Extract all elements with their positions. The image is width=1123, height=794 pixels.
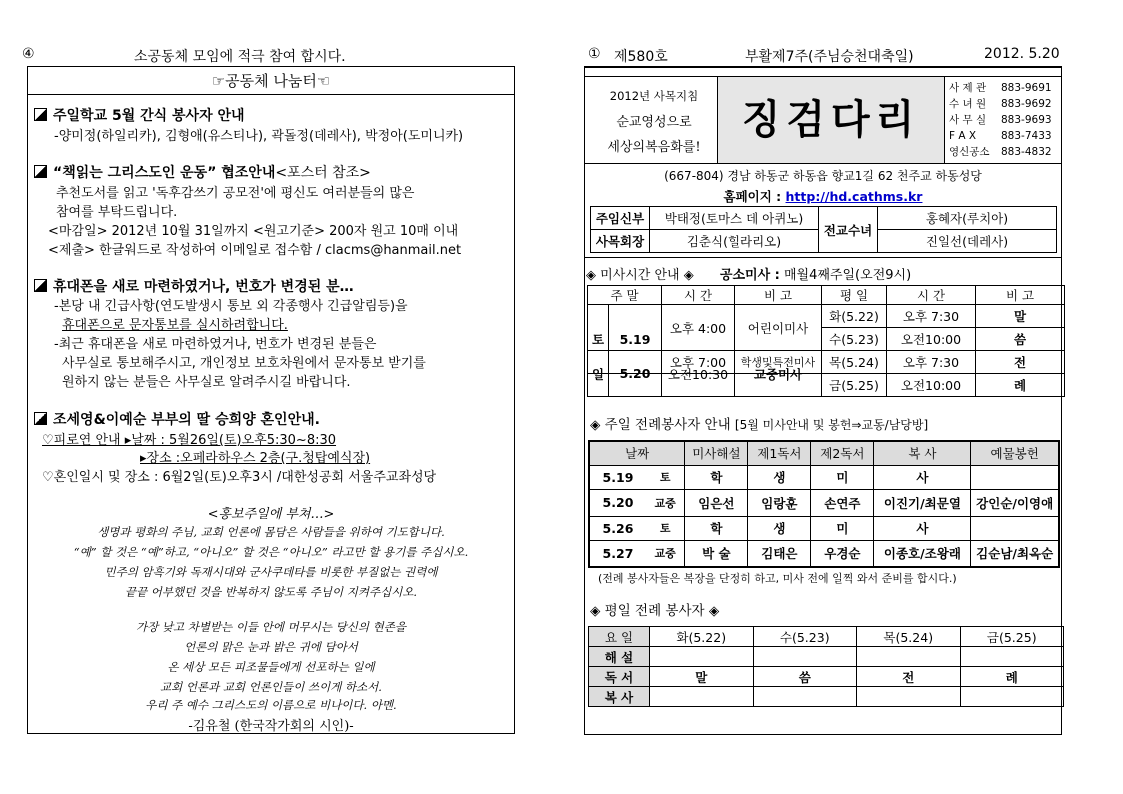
column-header: 제2독서 [811,441,874,465]
poem-line: 온 세상 모든 피조물들에게 선포하는 일에 [167,660,375,674]
poem-line: 교회 언론과 교회 언론인들이 쓰이게 하소서. [160,680,382,694]
table-row: 5.19 토 학 생 미 사 [589,465,1059,489]
reception-place-line: ▸장소 :오페라하우스 2층(구.청탑예식장) [140,451,371,466]
text-line: 원하지 않는 분들은 사무실로 알려주시길 바랍니다. [62,375,351,390]
weekday: 수(5.23) [822,328,887,351]
table-row: 5.20 교중 임은선 임랑훈 손연주 이진기/최문열 강인순/이영애 [589,489,1059,516]
contact-item: 사 제 관 883-9691 [949,82,1052,94]
staff-label: 전교수녀 [819,207,878,253]
weekday: 목(5.24) [822,351,887,374]
column-header: 주 말 [588,286,662,305]
column-header: 비 고 [735,286,822,305]
liturgical-week: 부활제7주(주님승천대축일) [745,49,914,65]
poem-title: <홍보주일에 부쳐…> [207,507,335,522]
saturday-label: 토 [588,305,609,374]
sunday-label: 일 [588,351,609,397]
staff-label: 주임신부 [591,207,650,230]
weekday-time: 오전10:00 [887,328,976,351]
mass-time: 오후 4:00 [662,305,735,351]
section-title: 휴대폰을 새로 마련하였거나, 번호가 변경된 분… [53,279,354,295]
text-line: 참여를 부탁드립니다. [56,205,178,220]
column-header: 시 간 [887,286,976,305]
row-label: 복 사 [589,687,650,707]
poem-line: 끝끝 어부했던 것을 반복하지 않도록 주님이 지켜주십시오. [124,585,418,599]
saturday-date: 5.19 [609,305,662,374]
checkbox-bullet-icon [34,165,47,178]
sunday-servers-table [588,440,1060,568]
mass-note: 교중미사 [735,351,822,397]
column-header: 예물봉헌 [971,441,1059,465]
text-line-underlined: 휴대폰으로 문자통보를 실시하려합니다. [62,318,288,333]
submission-line: <제출> 한글워드로 작성하여 이메일로 접수함 / clacms@hanmail.net [48,243,462,258]
checkbox-bullet-icon [34,279,47,292]
weekday-note: 말 [976,305,1065,328]
column-header: 평 일 [822,286,887,305]
masthead [584,76,1062,258]
sunday-servers-heading: ◈ 주일 전례봉사자 안내 [5월 미사안내 및 봉헌⇒교동/남당방] [590,417,929,433]
motto-line: 2012년 사목지침 [609,89,699,103]
staff-name: 진일선(데레사) [878,230,1057,253]
contact-item: 수 녀 원 883-9692 [949,98,1052,110]
pastoral-motto [591,82,717,160]
weekday-note: 전 [976,351,1065,374]
issue-date: 2012. 5.20 [984,46,1060,62]
weekday-time: 오후 7:30 [887,305,976,328]
reading-cell: 전 [857,667,961,687]
mass-time: 오전10:30 [662,351,735,397]
church-address: (667-804) 경남 하동군 하동읍 향교1길 62 천주교 하동성당 [664,169,982,183]
section-title: “책읽는 그리스도인 운동” 협조안내 [53,165,276,181]
checkbox-bullet-icon [34,412,47,425]
sharing-corner-title: ☞공동체 나눔터☜ [28,68,514,95]
motto-line: 순교영성으로 [616,115,692,130]
homepage-line: 홈페이지 : http://hd.cathms.kr [723,189,923,204]
weekday: 금(5.25) [822,374,887,397]
contact-list [949,80,1052,160]
staff-name: 홍혜자(루치아) [878,207,1057,230]
row-label: 요 일 [589,627,650,647]
poem-line: “예” 할 것은 “예”하고, “아니오” 할 것은 “아니오” 라고만 할 용기를 주십시오. [73,545,469,559]
staff-table [590,206,1057,253]
section-title: 조세영&이예순 부부의 딸 승희양 혼인안내. [53,412,320,428]
section-phone-notice [34,276,354,296]
newsletter-logo: 징검다리 [717,77,945,163]
poem-line: 우리 주 예수 그리스도의 이름으로 비나이다. 아멘. [145,698,397,712]
section-snack-volunteers [34,105,245,125]
row-label: 독 서 [589,667,650,687]
row-label: 해 설 [589,647,650,667]
weekday-servers-table [588,626,1064,707]
text-line: -최근 휴대폰을 새로 마련하였거나, 번호가 변경된 분들은 [54,337,377,352]
sunday-date: 5.20 [609,351,662,397]
deadline-line: <마감일> 2012년 10월 31일까지 <원고기준> 200자 원고 10매 이내 [48,224,459,239]
mass-heading: ◈ 미사시간 안내 ◈ 공소미사 : 매월4째주일(오전9시) [586,268,912,283]
weekday-note: 례 [976,374,1065,397]
checkbox-bullet-icon [34,108,47,121]
poem-line: 가장 낮고 차별받는 이들 안에 머무시는 당신의 현존을 [136,620,406,634]
staff-name: 박태정(토마스 데 아퀴노) [650,207,819,230]
section-title: 주일학교 5월 간식 봉사자 안내 [53,108,245,124]
weekday-time: 오전10:00 [887,374,976,397]
reading-cell: 씀 [753,667,857,687]
text-line: 사무실로 통보해주시고, 개인정보 보호차원에서 문자통보 받기를 [62,356,426,371]
homepage-link[interactable]: http://hd.cathms.kr [785,189,923,204]
column-header: 제1독서 [748,441,811,465]
left-page-number: ④ [22,46,35,62]
column-header: 수(5.23) [753,627,857,647]
poem-author: -김유철 (한국작가회의 시인)- [188,719,354,734]
contact-item: 영신공소 883-4832 [949,146,1052,158]
reception-date-line: ♡피로연 안내 ▸날짜 : 5월26일(토)오후5:30~8:30 [42,433,337,448]
section-reading-campaign [34,162,371,182]
snack-volunteers-list: -양미정(하일리카), 김형애(유스티나), 곽돌정(데레사), 박정아(도미니카) [54,129,464,144]
right-page-number: ① [588,46,601,62]
divider [585,163,1061,164]
contact-item: 사 무 실 883-9693 [949,114,1052,126]
motto-line: 세상의복음화를! [607,140,701,155]
column-header: 비 고 [976,286,1065,305]
staff-label: 사목회장 [591,230,650,253]
column-header: 화(5.22) [650,627,754,647]
table-row: 5.27 교중 박 술 김태은 우경순 이종호/조왕래 김순남/최옥순 [589,540,1059,567]
mass-time: 오후 7:00 [662,351,735,374]
column-header: 복 사 [874,441,971,465]
header-rule [584,66,1062,68]
mass-note: 어린이미사 [735,305,822,351]
contact-item: F A X 883-7433 [949,130,1052,142]
section-wedding-notice [34,409,320,429]
weekday-time: 오후 7:30 [887,351,976,374]
section-title-sub: <포스터 참조> [275,165,371,181]
column-header: 시 간 [662,286,735,305]
column-header: 미사해설 [685,441,748,465]
table-row: 5.26 토 학 생 미 사 [589,516,1059,540]
text-line: 추천도서를 읽고 '독후감쓰기 공모전'에 평신도 여러분들의 많은 [56,186,415,201]
servers-note: (전례 봉사자들은 복장을 단정히 하고, 미사 전에 일찍 와서 준비를 합시다.) [598,572,957,585]
column-header: 금(5.25) [960,627,1064,647]
column-header: 날짜 [589,441,685,465]
poem-line: 민주의 암흑기와 독재시대와 군사쿠데타를 비롯한 부질없는 권력에 [104,565,438,579]
left-page-header: 소공동체 모임에 적극 참여 합시다. [134,49,346,65]
weekday: 화(5.22) [822,305,887,328]
wedding-date-line: ♡혼인일시 및 장소 : 6월2일(토)오후3시 /대한성공회 서울주교좌성당 [42,470,437,485]
poem-line: 생명과 평화의 주님, 교회 언론에 몸담은 사람들을 위하여 기도합니다. [97,525,445,539]
mass-note: 학생및특전미사 [735,351,822,374]
weekday-note: 씀 [976,328,1065,351]
left-panel [27,66,515,734]
staff-name: 김춘식(힐라리오) [650,230,819,253]
reading-cell: 말 [650,667,754,687]
weekday-servers-heading: ◈ 평일 전례 봉사자 ◈ [590,603,720,619]
issue-number: 제580호 [614,49,668,65]
text-line: -본당 내 긴급사항(연도발생시 통보 외 각종행사 긴급알림등)을 [54,299,408,314]
mass-schedule-table-lower [587,350,1065,397]
column-header: 목(5.24) [857,627,961,647]
poem-line: 언론의 맑은 눈과 밝은 귀에 담아서 [184,640,358,654]
reading-cell: 례 [960,667,1064,687]
